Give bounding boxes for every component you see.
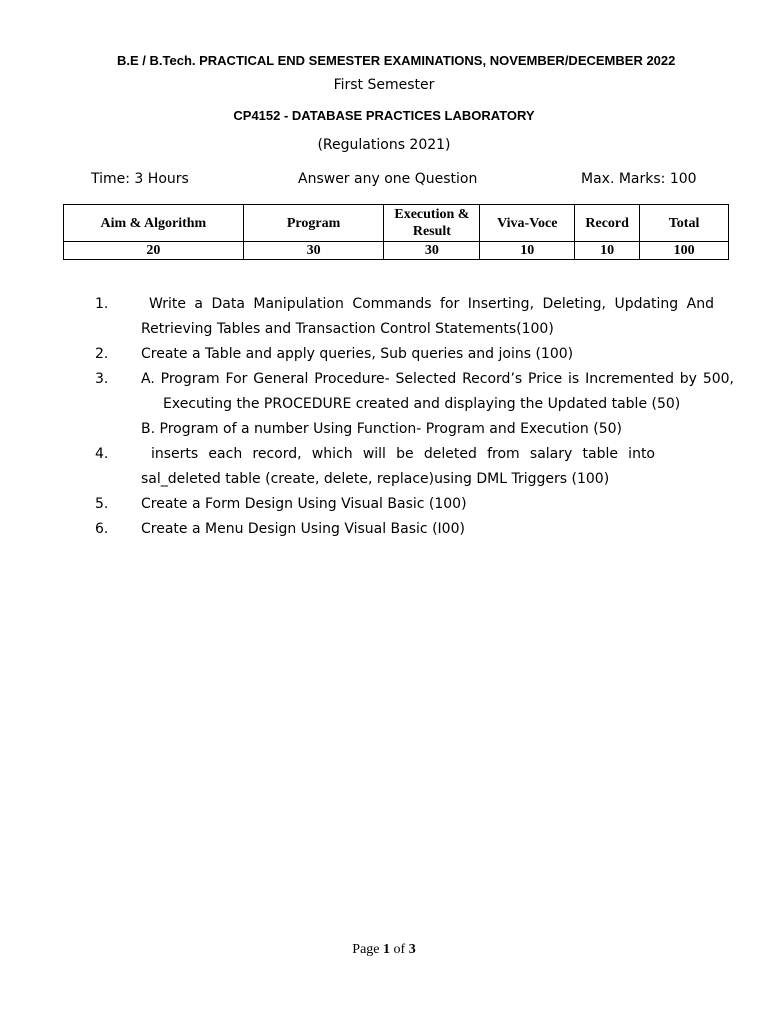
question-text: sal_deleted table (create, delete, replace)using DML Triggers (100)	[141, 471, 610, 487]
marks-value-row	[64, 242, 729, 260]
current-page-number: 1	[383, 942, 391, 957]
marks-header-row	[64, 205, 729, 242]
time-label: Time: 3 Hours	[91, 171, 189, 187]
question-number: 5.	[95, 496, 109, 512]
header-execution: Execution &	[394, 207, 470, 222]
header-program: Program	[243, 205, 384, 242]
question-text: Create a Menu Design Using Visual Basic (I00)	[141, 521, 465, 537]
question-text: Executing the PROCEDURE created and displaying the Updated table (50)	[163, 396, 681, 412]
semester-label: First Semester	[333, 77, 435, 93]
header-aim-algorithm: Aim & Algorithm	[64, 205, 244, 242]
question-text: Retrieving Tables and Transaction Control Statements(100)	[141, 321, 554, 337]
question-text: Create a Table and apply queries, Sub queries and joins (100)	[141, 346, 574, 362]
question-text: Create a Form Design Using Visual Basic (100)	[141, 496, 467, 512]
header-viva-voce: Viva-Voce	[480, 205, 575, 242]
value-aim-algorithm: 20	[64, 242, 244, 260]
header-record: Record	[575, 205, 640, 242]
max-marks-label: Max. Marks: 100	[581, 171, 697, 187]
value-execution-result: 30	[384, 242, 480, 260]
value-total: 100	[640, 242, 729, 260]
question-number: 3.	[95, 371, 109, 387]
course-title: CP4152 - DATABASE PRACTICES LABORATORY	[233, 108, 535, 123]
page-word: Page	[352, 942, 380, 957]
question-number: 2.	[95, 346, 109, 362]
value-record: 10	[575, 242, 640, 260]
value-program: 30	[243, 242, 384, 260]
question-number: 4.	[95, 446, 109, 462]
header-result: Result	[412, 224, 451, 239]
question-text: inserts each record, which will be deleted from salary table into	[151, 446, 655, 462]
question-text: A. Program For General Procedure- Selected Record’s Price is Incremented by 500,	[141, 371, 734, 387]
header-total: Total	[640, 205, 729, 242]
page-footer	[0, 942, 768, 958]
header-execution-result	[384, 205, 480, 242]
exam-title: B.E / B.Tech. PRACTICAL END SEMESTER EXAMINATIONS, NOVEMBER/DECEMBER 2022	[117, 53, 676, 68]
total-page-count: 3	[408, 942, 416, 957]
question-text: Write a Data Manipulation Commands for Inserting, Deleting, Updating And	[149, 296, 714, 312]
question-number: 6.	[95, 521, 109, 537]
instruction-label: Answer any one Question	[298, 171, 478, 187]
question-text: B. Program of a number Using Function- Program and Execution (50)	[141, 421, 622, 437]
of-word: of	[393, 942, 406, 957]
question-number: 1.	[95, 296, 109, 312]
regulations-label: (Regulations 2021)	[317, 137, 451, 153]
value-viva-voce: 10	[480, 242, 575, 260]
marks-table	[63, 204, 729, 260]
